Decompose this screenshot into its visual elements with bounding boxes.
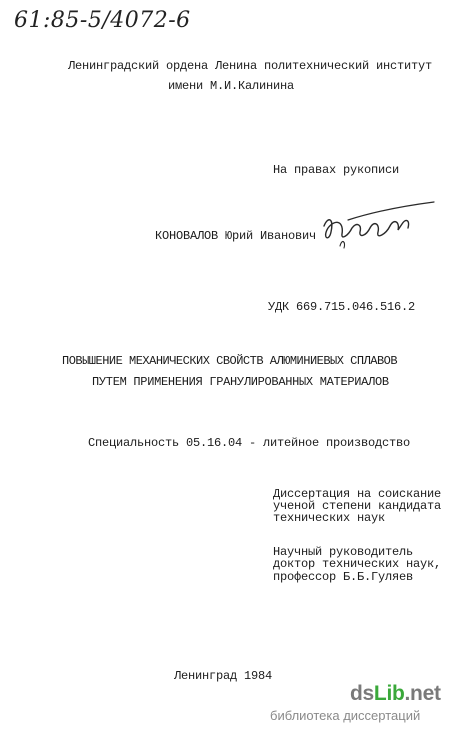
- degree-line-3: технических наук: [273, 511, 386, 525]
- degree-line-1: Диссертация на соискание: [273, 487, 442, 501]
- handwritten-catalog-code: 61:85-5/4072-6: [14, 8, 191, 33]
- degree-line-2: ученой степени кандидата: [273, 499, 442, 513]
- watermark-net: .net: [404, 682, 441, 705]
- supervisor-line-3: профессор Б.Б.Гуляев: [273, 570, 414, 584]
- dissertation-title-line-2: ПУТЕМ ПРИМЕНЕНИЯ ГРАНУЛИРОВАННЫХ МАТЕРИАЛОВ: [92, 375, 389, 389]
- watermark-logo: [350, 682, 441, 706]
- author-name: КОНОВАЛОВ Юрий Иванович: [155, 229, 317, 243]
- supervisor-line-1: Научный руководитель: [273, 545, 414, 559]
- watermark-ds: ds: [350, 682, 374, 705]
- author-signature: [318, 198, 438, 258]
- supervisor-line-2: доктор технических наук,: [273, 557, 442, 571]
- watermark-lib: Lib: [373, 682, 405, 705]
- udc-code: УДК 669.715.046.516.2: [268, 300, 416, 314]
- specialty-line: Специальность 05.16.04 - литейное производство: [88, 436, 411, 450]
- watermark-caption: библиотека диссертаций: [270, 708, 421, 723]
- institution-line-2: имени М.И.Калинина: [168, 79, 295, 93]
- place-and-year: Ленинград 1984: [174, 669, 273, 683]
- dissertation-title-line-1: ПОВЫШЕНИЕ МЕХАНИЧЕСКИХ СВОЙСТВ АЛЮМИНИЕВЫХ СПЛАВОВ: [62, 354, 398, 368]
- institution-line-1: Ленинградский ордена Ленина политехнический институт: [68, 59, 433, 73]
- manuscript-rights-note: На правах рукописи: [273, 163, 400, 177]
